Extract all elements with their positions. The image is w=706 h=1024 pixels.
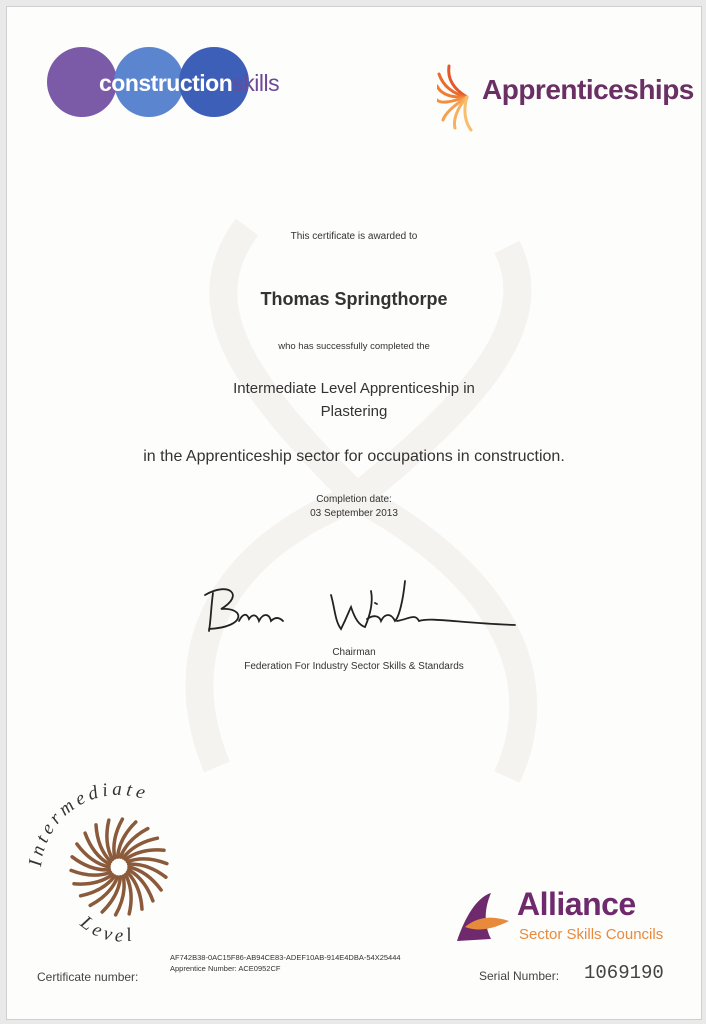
sector-text: in the Apprenticeship sector for occupations in construction. — [143, 448, 565, 465]
completion-date-label: Completion date: — [316, 494, 392, 505]
svg-text:Level — [75, 911, 137, 946]
sunburst-seal-icon — [21, 767, 211, 947]
alliance-mark-icon — [451, 887, 515, 951]
cs-logo-main-text: construction — [99, 70, 233, 96]
seal-top-text: Intermediate — [24, 778, 152, 868]
certificate-number-label: Certificate number: — [37, 970, 139, 984]
alliance-name: Alliance — [517, 886, 636, 922]
alliance-logo — [451, 883, 691, 953]
serial-number: 1069190 — [584, 962, 664, 984]
certificate-code: AF742B38-0AC15F86-AB94CE83-ADEF10AB-914E4DBA-54X25444 — [170, 953, 401, 962]
signatory-organization: Federation For Industry Sector Skills & Standards — [244, 661, 464, 672]
recipient-name: Thomas Springthorpe — [260, 289, 448, 309]
certificate-page — [6, 6, 702, 1020]
intermediate-level-seal — [21, 767, 211, 947]
course-title-line1: Intermediate Level Apprenticeship in — [233, 380, 475, 397]
cs-logo-accent-text: skills — [232, 70, 280, 96]
seal-bottom-text: Level — [76, 912, 138, 947]
course-title-line2: Plastering — [320, 403, 388, 420]
signatory-role: Chairman — [332, 647, 376, 658]
constructionskills-logo-text — [99, 70, 279, 97]
completed-text: who has successfully completed the — [278, 341, 430, 352]
apprentice-number: Apprentice Number: ACE0952CF — [170, 964, 281, 973]
serial-number-label: Serial Number: — [479, 969, 560, 983]
apprenticeships-logo-text: Apprenticeships — [482, 74, 694, 105]
constructionskills-logo — [44, 45, 304, 119]
completion-date: 03 September 2013 — [310, 508, 398, 519]
apprenticeships-logo — [437, 62, 697, 132]
alliance-subtitle: Sector Skills Councils — [519, 926, 664, 943]
seal-ray — [107, 820, 113, 859]
awarded-to-text: This certificate is awarded to — [290, 231, 418, 242]
chairman-signature — [199, 573, 519, 643]
sunburst-icon — [437, 62, 485, 132]
seal-ray — [126, 875, 132, 914]
